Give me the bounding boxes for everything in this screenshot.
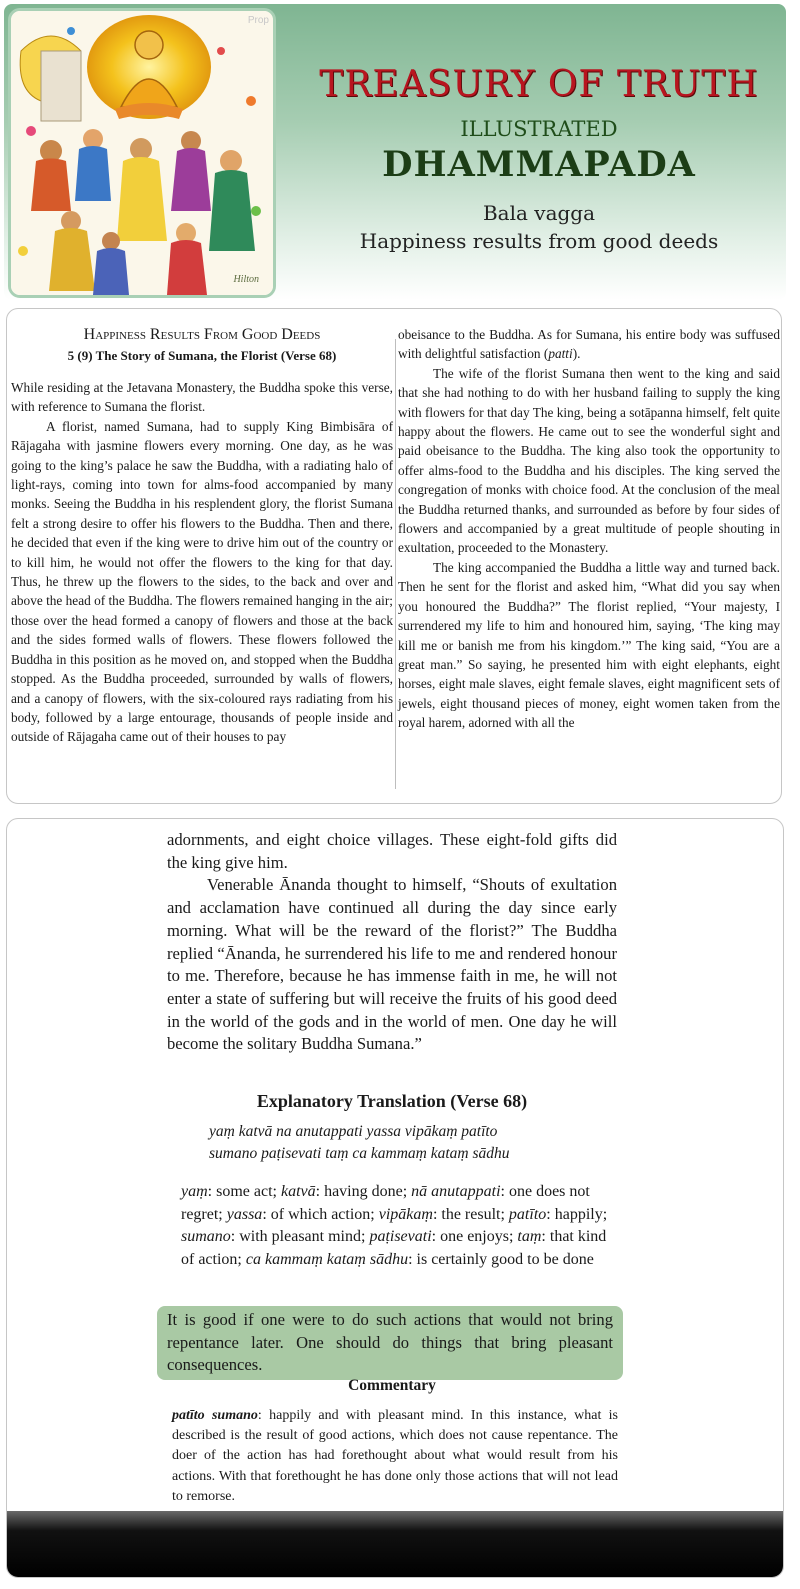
section-title: Happiness Results From Good Deeds (83, 326, 321, 343)
paragraph: A florist, named Sumana, had to supply King Bimbisāra of Rājagaha with jasmine flowers every morning. One day, as he was going to the king’s palace he saw the Buddha, with a radiating halo of light-rays, coming into town for alms-food accompanied by many monks. Seeing the Buddha in his resplendent glory, the florist Sumana felt a strong desire to offer his flowers to the Buddha. Then and there, he decided that even if the king were to drive him out of the country or to kill him, he would not offer the flowers to the king for that day. Thus, he threw up the flowers to the sides, to the back and over and above the head of the Buddha. The flowers remained hanging in the air; those over the head formed a canopy of flowers and those at the back and the sides formed walls of flowers. These flowers followed the Buddha in this position as he moved on, and stopped when the Buddha stopped. As the Buddha proceeded, surrounded by walls of flowers, and a canopy of flowers, with the six-coloured rays radiating from his body, followed by a large entourage, thousands of people inside and outside of Rājagaha came out of their houses to pay (11, 418, 393, 745)
gloss-meaning: : some act; (207, 1183, 281, 1200)
gloss-meaning: : that kind of action; (181, 1228, 607, 1268)
gloss-term: paṭisevati (369, 1228, 432, 1245)
chapter-name: Bala vagga (482, 201, 596, 225)
corner-watermark: Prop (247, 15, 269, 26)
story-title: 5 (9) The Story of Sumana, the Florist (Verse 68) (67, 348, 337, 363)
paragraph: Venerable Ānanda thought to himself, “Shouts of exultation and acclamation have continued all during the day since early morning. What will be the reward of the florist?” The Buddha replied “Ānanda, he surrendered his life to me and rendered honour to me. Therefore, because he has immense faith in me, he will not enter a state of suffering but will receive the fruits of his good deed in the world of the gods and in the world of men. One day he will become the solitary Buddha Sumana.” (167, 875, 617, 1054)
gloss-meaning: : with pleasant mind; (230, 1228, 370, 1245)
page-two (6, 818, 784, 1578)
commentary-body: : happily and with pleasant mind. In this instance, what is described is the result of good actions, which does not cause repentance. The doer of the action has had forethought about what would result from his actions. With that forethought he has done only those actions that will not lead to remorse. (172, 1408, 618, 1504)
header-banner (4, 4, 786, 300)
title-main: TREASURY OF TRUTH (319, 64, 759, 105)
gloss-term: sumano (181, 1228, 231, 1245)
gloss-meaning: : the result; (432, 1205, 509, 1223)
paragraph (398, 325, 780, 364)
pali-line: yaṃ katvā na anutappati yassa vipākaṃ patīto (209, 1123, 498, 1140)
text-run: obeisance to the Buddha. As for Sumana, his entire body was suffused with delightful satisfaction ( (398, 327, 780, 362)
paragraph: The wife of the florist Sumana then went to the king and said that she had nothing to do with her husband failing to supply the king with flowers for that day The king, being a sotāpanna himself, felt quite happy about the flowers. He came out to see the wonderful sight and paid obeisance to the Buddha. The king also took the opportunity to offer alms-food to the Buddha and his disciples. The king served the congregation of monks with choice food. At the conclusion of the meal the Buddha returned thanks, and surrounded as before by four sides of flowers and accompanied by a great multitude of people shouting in exultation, proceeded to the Monastery. (398, 365, 780, 556)
commentary-term: patīto sumano (172, 1408, 258, 1423)
chapter-subtitle: Happiness results from good deeds (359, 229, 719, 253)
gloss-term: katvā (280, 1183, 316, 1200)
gloss-meaning: : is certainly good to be done (408, 1250, 594, 1268)
gloss-meaning: : of which action; (262, 1205, 379, 1223)
commentary-text (172, 1406, 618, 1507)
gloss-term: nā anutappati (411, 1183, 501, 1200)
gloss-meaning: : happily; (546, 1205, 608, 1223)
paragraph: The king accompanied the Buddha a little way and turned back. Then he sent for the florist and asked him, “What did you say when you honoured the Buddha?” The florist replied, “Your majesty, I surrendered my life to him and honoured him, saying, ‘The king may kill me or banish me from his kingdom.’” The king said, “You are a great man.” So saying, he presented him with eight elephants, eight horses, eight male slaves, eight female slaves, eight magnificent sets of jewels, eight thousand pieces of money, eight women taken from the royal harem, adorned with all the (398, 559, 780, 731)
gloss-term: yaṃ (181, 1183, 208, 1200)
explanatory-title: Explanatory Translation (Verse 68) (256, 1091, 528, 1111)
gloss-meaning: : one enjoys; (431, 1228, 518, 1245)
column-divider (395, 339, 396, 789)
gloss-term: patīto (508, 1205, 547, 1223)
title-block (304, 62, 774, 254)
italic-term: patti (548, 346, 573, 362)
buddha-illustration (8, 8, 276, 298)
gloss-meaning: : having done; (315, 1183, 412, 1200)
pali-verse (209, 1121, 510, 1165)
gloss-term: ca kammaṃ kataṃ sādhu (245, 1250, 409, 1268)
right-column (398, 325, 780, 733)
page-one (6, 308, 782, 804)
text-run: ). (572, 346, 581, 362)
left-column (11, 325, 393, 747)
word-gloss (181, 1181, 621, 1271)
title-sub: ILLUSTRATED (460, 117, 618, 141)
title-book: DHAMMAPADA (382, 144, 696, 185)
paragraph: adornments, and eight choice villages. These eight-fold gifts did the king give him. (167, 830, 617, 872)
verse-summary-box: It is good if one were to do such actions that would not bring repentance later. One should do things that bring pleasant consequences. (157, 1306, 623, 1380)
paragraph: While residing at the Jetavana Monastery, the Buddha spoke this verse, with reference to Sumana the florist. (11, 380, 393, 415)
bottom-bar (7, 1511, 783, 1577)
gloss-term: vipākaṃ (378, 1205, 433, 1223)
gloss-term: yassa (226, 1205, 263, 1223)
artist-signature: Hilton (233, 274, 259, 285)
story-continuation (167, 829, 617, 1056)
commentary-title: Commentary (348, 1377, 436, 1394)
gloss-meaning: : one does not regret; (181, 1183, 590, 1223)
gloss-term: taṃ (517, 1228, 542, 1245)
pali-line: sumano paṭisevati taṃ ca kammaṃ kataṃ sādhu (209, 1145, 510, 1162)
buddha-illustration-image (11, 11, 273, 295)
